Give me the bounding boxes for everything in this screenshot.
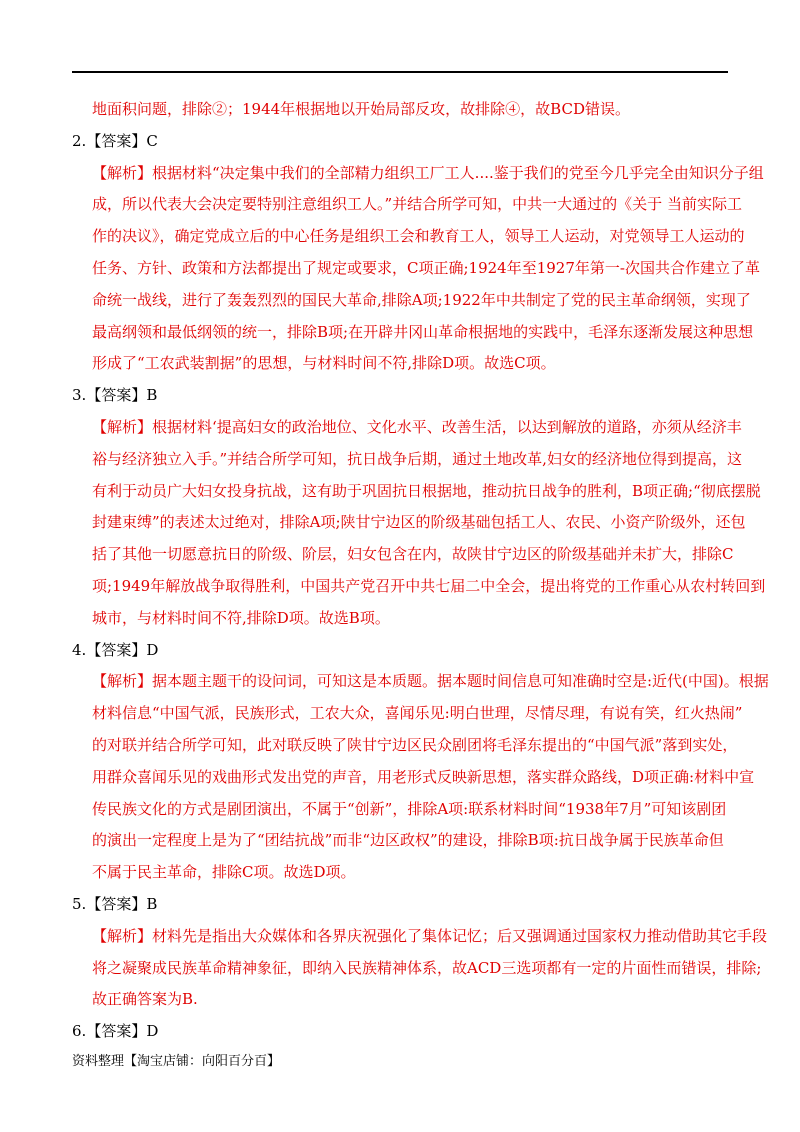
item-number: 6.	[72, 1022, 87, 1041]
answer-content	[72, 94, 769, 1048]
item-number: 4.	[72, 640, 87, 659]
analysis-line: 成，所以代表大会决定要特别注意组织工人。”并结合所学可知，中共一大通过的《关于 当前实际工	[92, 195, 742, 214]
answer-label: 【答案】D	[86, 640, 159, 659]
analysis-line: 裕与经济独立入手。”并结合所学可知，抗日战争后期，通过土地改革,妇女的经济地位得到提高，这	[92, 449, 742, 468]
analysis-line: 命统一战线，进行了轰轰烈烈的国民大革命,排除A项;1922年中共制定了党的民主革命纲领，实现了	[92, 290, 751, 309]
analysis-line: 故正确答案为B.	[92, 990, 198, 1009]
analysis-line: 材料信息“中国气派，民族形式，工农大众，喜闻乐见:明白世理，尽情尽理，有说有笑，红火热闹”	[92, 704, 743, 723]
analysis-line: 城市，与材料时间不符,排除D项。故选B项。	[92, 608, 390, 627]
analysis-line: 有利于动员广大妇女投身抗战，这有助于巩固抗日根据地，推动抗日战争的胜利，B项正确;“彻底摆脱	[92, 481, 761, 500]
analysis-line: 最高纲领和最低纲领的统一，排除B项;在开辟井冈山革命根据地的实践中，毛泽东逐渐发展这种思想	[92, 322, 754, 341]
analysis-line: 的演出一定程度上是为了“团结抗战”而非“边区政权”的建设，排除B项:抗日战争属于民族革命但	[92, 831, 724, 850]
answer-label: 【答案】D	[86, 1022, 159, 1041]
analysis-line: 【解析】材料先是指出大众媒体和各界庆祝强化了集体记忆；后又强调通过国家权力推动借助其它手段	[92, 926, 768, 945]
analysis-line: 【解析】根据材料“决定集中我们的全部精力组织工厂工人....鉴于我们的党至今几乎完全由知识分子组	[92, 163, 764, 182]
answer-item-6	[72, 1016, 728, 1048]
analysis-line: 作的决议》，确定党成立后的中心任务是组织工会和教育工人，领导工人运动，对党领导工人运动的	[92, 227, 745, 246]
analysis-line: 【解析】根据材料‘提高妇女的政治地位、文化水平、改善生活，以达到解放的道路，亦须从经济丰	[92, 417, 742, 436]
item-number: 2.	[72, 131, 87, 150]
analysis-line: 用群众喜闻乐见的戏曲形式发出党的声音，用老形式反映新思想，落实群众路线，D项正确:材料中宣	[92, 767, 755, 786]
answer-item-2	[72, 126, 764, 380]
item-number: 3.	[72, 386, 87, 405]
answer-item-5	[72, 889, 768, 1016]
analysis-line: 封建束缚”的表述太过绝对，排除A项;陕甘宁边区的阶级基础包括工人、农民、小资产阶级外，还包	[92, 513, 746, 532]
analysis-line: 任务、方针、政策和方法都提出了规定或要求，C项正确;1924年至1927年第一-次国共合作建立了革	[92, 258, 760, 277]
analysis-line: 将之凝聚成民族革命精神象征，即纳入民族精神体系，故ACD三选项都有一定的片面性而错误，排除;	[92, 958, 762, 977]
page-footer: 资料整理【淘宝店铺：向阳百分百】	[72, 1054, 281, 1069]
answer-label: 【答案】C	[86, 131, 158, 150]
answer-label: 【答案】B	[86, 894, 158, 913]
continuation-line: 地面积问题，排除②；1944年根据地以开始局部反攻，故排除④，故BCD错误。	[92, 100, 630, 118]
answer-item-4	[72, 635, 769, 889]
analysis-line: 不属于民主革命，排除C项。故选D项。	[92, 863, 356, 882]
item-number: 5.	[72, 894, 87, 913]
analysis-line: 括了其他一切愿意抗日的阶级、阶层，妇女包含在内，故陕甘宁边区的阶级基础并未扩大，排除C	[92, 545, 734, 564]
analysis-line: 传民族文化的方式是剧团演出，不属于“创新”，排除A项:联系材料时间“1938年7月”可知该剧团	[92, 799, 727, 818]
analysis-line: 的对联并结合所学可知，此对联反映了陕甘宁边区民众剧团将毛泽东提出的“中国气派”落到实处，	[92, 735, 738, 754]
analysis-line: 形成了“工农武装割据”的思想，与材料时间不符,排除D项。故选C项。	[92, 354, 556, 373]
header-rule	[72, 71, 728, 73]
answer-item-3	[72, 380, 766, 634]
analysis-line: 项;1949年解放战争取得胜利，中国共产党召开中共七届二中全会，提出将党的工作重心从农村转回到	[92, 576, 766, 595]
analysis-line: 【解析】据本题主题干的设问词，可知这是本质题。据本题时间信息可知准确时空是:近代(中国)。根据	[92, 672, 769, 691]
answer-label: 【答案】B	[86, 386, 158, 405]
